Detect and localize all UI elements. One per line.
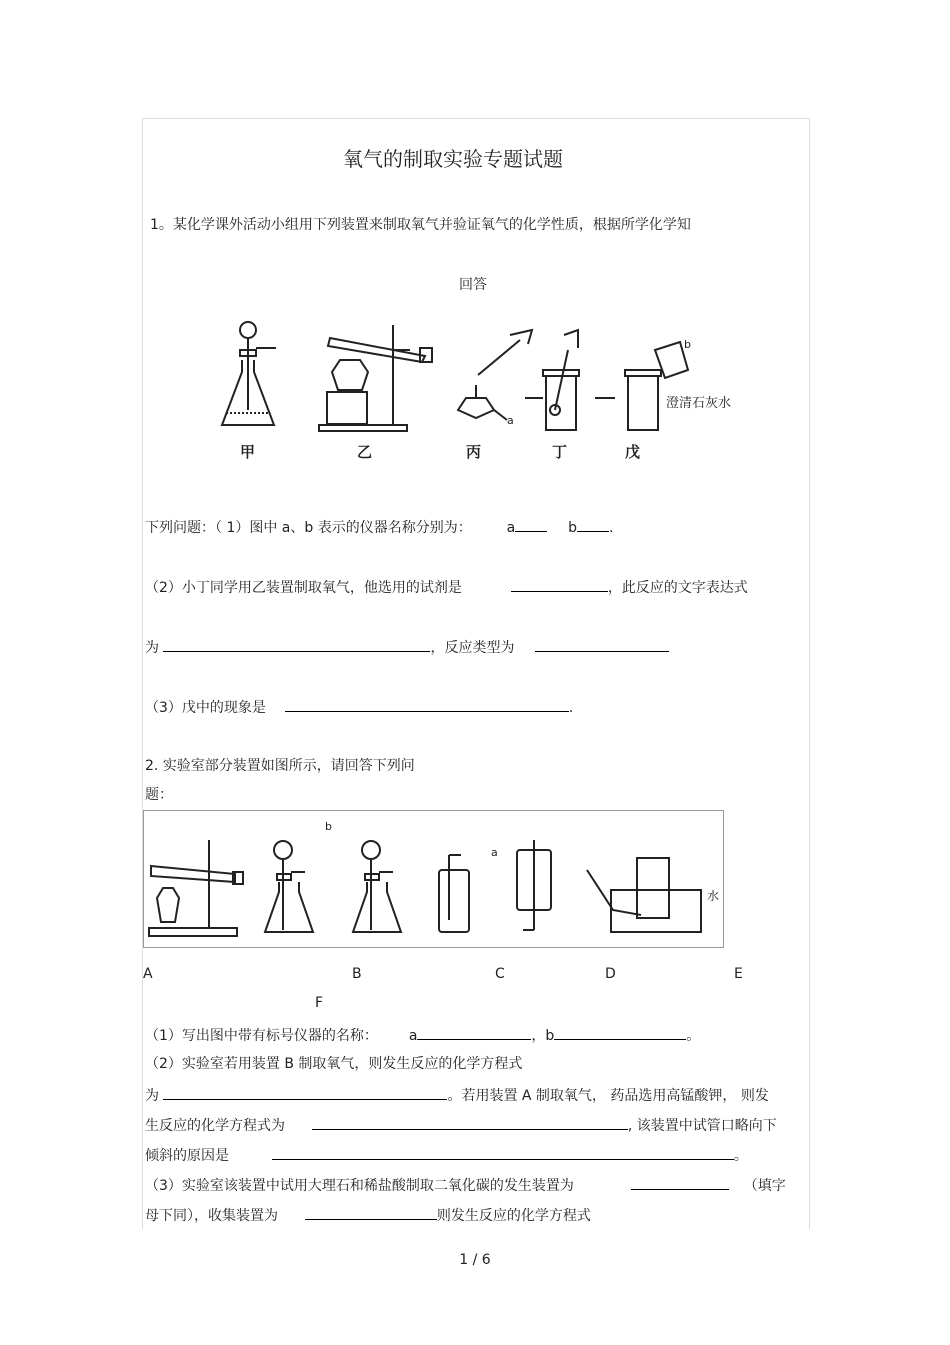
answer-blank[interactable] (285, 697, 569, 712)
q2-s1-a: a (408, 1028, 418, 1044)
q1-part3 (145, 637, 669, 657)
q2-s1-b: ，b (531, 1028, 555, 1044)
q1-intro: 1。某化学课外活动小组用下列装置来制取氧气并验证氧气的化学性质，根据所学化学知 (150, 217, 691, 233)
q1-apparatus-figure (210, 310, 770, 480)
q2-s7 (145, 1205, 591, 1225)
q1-part1 (145, 517, 613, 537)
q1-part1-text: 下列问题：（ 1）图中 a、b 表示的仪器名称分别为： (145, 520, 472, 536)
q1-part4 (145, 697, 573, 717)
q2-s2: （2）实验室若用装置 B 制取氧气，则发生反应的化学方程式 (145, 1056, 523, 1072)
q1-fig-limewater: 澄清石灰水 (666, 396, 732, 411)
answer-blank[interactable] (272, 1145, 734, 1160)
answer-blank[interactable] (554, 1025, 686, 1040)
q2-s7-start: 母下同），收集装置为 (145, 1208, 278, 1224)
answer-blank[interactable] (535, 637, 669, 652)
q2-s5-end: 。 (733, 1148, 748, 1164)
label-A: A (143, 966, 153, 982)
q1-part1-b: b (568, 520, 578, 536)
answer-blank[interactable] (312, 1115, 628, 1130)
q2-s5-start: 倾斜的原因是 (145, 1148, 229, 1164)
label-bing: 丙 (466, 443, 482, 461)
q2-s5 (145, 1145, 748, 1165)
answer-blank[interactable] (417, 1025, 531, 1040)
q2-s4 (145, 1115, 777, 1135)
q2-fig-a-label: a (491, 846, 498, 859)
answer-blank[interactable] (163, 637, 430, 652)
q1-part2-text: （2）小丁同学用乙装置制取氧气，他选用的试剂是 (145, 580, 462, 596)
q1-part3-start: 为 (145, 640, 159, 656)
page-number: 1 / 6 (459, 1252, 491, 1268)
q1-fig-a-label: a (507, 414, 514, 427)
answer-blank[interactable] (163, 1085, 447, 1100)
q2-fig-water: 水 (707, 889, 720, 903)
label-ding: 丁 (552, 443, 568, 461)
page-title: 氧气的制取实验专题试题 (343, 147, 563, 171)
answer-blank[interactable] (577, 517, 609, 532)
label-yi: 乙 (357, 443, 373, 461)
q1-part3-mid: ，反应类型为 (430, 640, 515, 656)
q1-part4-text: （3）戊中的现象是 (145, 700, 266, 716)
q1-part1-end: . (609, 520, 614, 536)
label-F: F (315, 995, 324, 1011)
q2-intro-2: 题： (145, 787, 173, 803)
q1-part1-a: a (506, 520, 516, 536)
q2-s1-text: （1）写出图中带有标号仪器的名称： (145, 1028, 378, 1044)
label-E: E (734, 966, 743, 982)
answer-blank[interactable] (511, 577, 608, 592)
answer-blank[interactable] (515, 517, 547, 532)
q2-intro: 2. 实验室部分装置如图所示，请回答下列问 (145, 758, 415, 774)
q2-s6-start: （3）实验室该装置中试用大理石和稀盐酸制取二氧化碳的发生装置为 (145, 1178, 574, 1194)
q2-s1-end: 。 (686, 1028, 701, 1044)
label-jia: 甲 (240, 443, 256, 461)
answer-blank[interactable] (631, 1175, 729, 1190)
label-C: C (495, 966, 505, 982)
q1-part4-end: . (568, 700, 574, 716)
q1-fig-b-label: b (684, 338, 691, 351)
q2-s4-end: , 该装置中试管口略向下 (627, 1118, 777, 1134)
q2-s6-end: （填字 (743, 1178, 786, 1194)
label-B: B (352, 966, 362, 982)
q2-s3 (145, 1085, 769, 1105)
q2-s6 (145, 1175, 786, 1195)
q2-s4-start: 生反应的化学方程式为 (145, 1118, 285, 1134)
q1-part2-end: ，此反应的文字表达式 (607, 580, 748, 596)
answer-blank[interactable] (305, 1205, 437, 1220)
q2-apparatus-figure (143, 810, 725, 948)
label-D: D (605, 966, 616, 982)
label-wu: 戊 (625, 443, 641, 461)
q2-fig-b-label: b (325, 820, 332, 833)
q1-part2 (145, 577, 748, 597)
q1-intro-2: 回答 (459, 277, 487, 293)
q2-s7-end: 则发生反应的化学方程式 (436, 1208, 591, 1224)
q2-s3-start: 为 (145, 1088, 159, 1104)
q2-s1 (145, 1025, 700, 1045)
q2-s3-end: 。若用装置 A 制取氧气， 药品选用高锰酸钾， 则发 (447, 1088, 769, 1104)
